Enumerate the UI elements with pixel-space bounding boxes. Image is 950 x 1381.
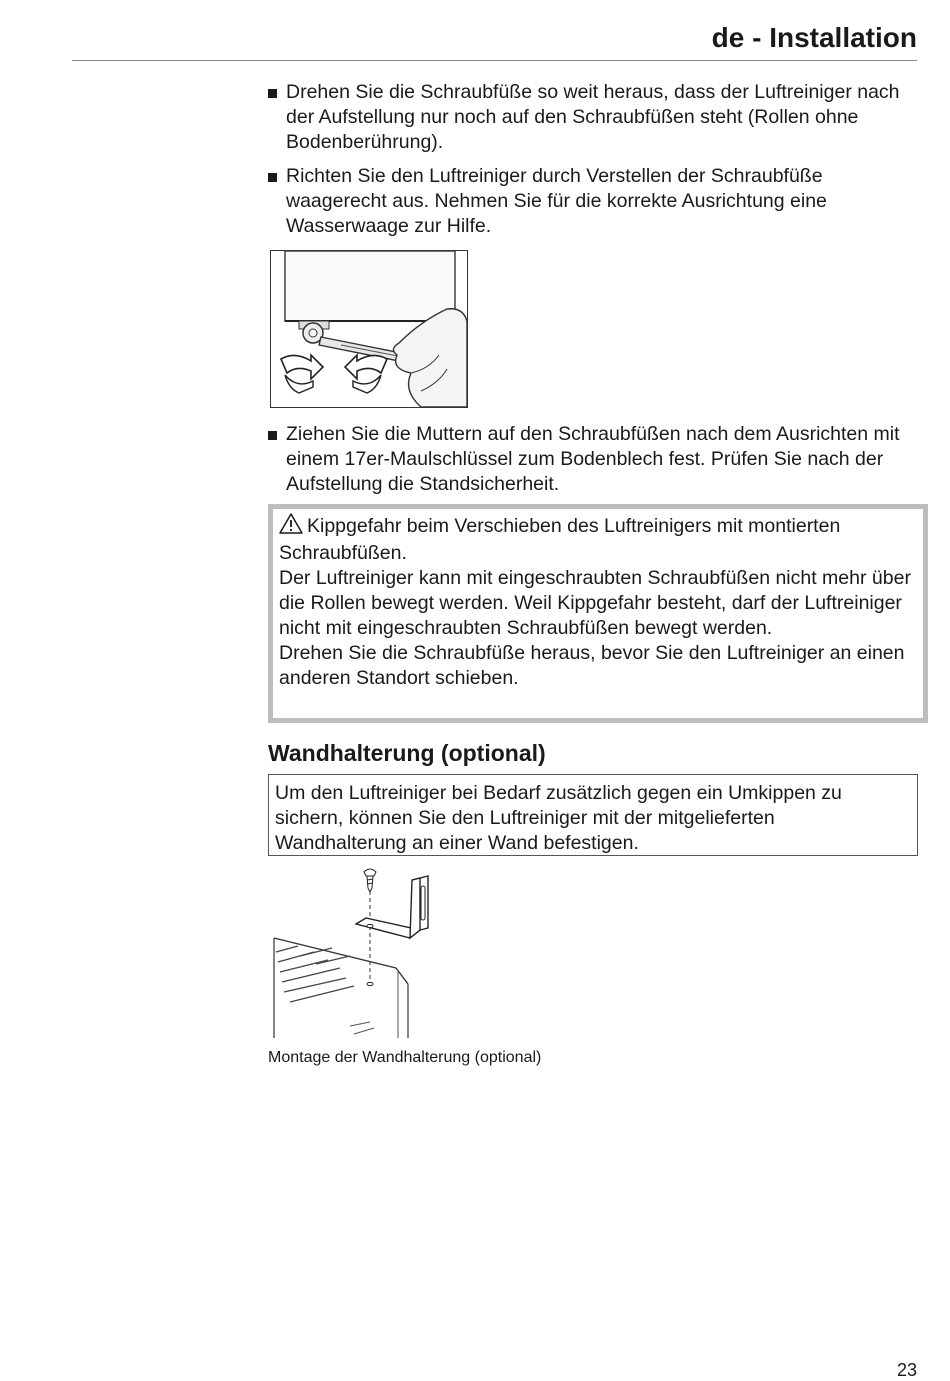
wall-bracket-illustration: [270, 866, 430, 1038]
bullet-square-icon: [268, 89, 277, 98]
figure-caption: Montage der Wandhalterung (optional): [268, 1049, 542, 1066]
wrench-illustration: [270, 250, 468, 408]
page-header-title: de - Installation: [711, 22, 917, 53]
instruction-bullet: [268, 422, 916, 497]
bullet-square-icon: [268, 431, 277, 440]
section-heading: Wandhalterung (optional): [268, 740, 546, 766]
warning-title: Kippgefahr beim Verschieben des Luftreinigers mit montierten Schraubfüßen.: [279, 515, 841, 564]
warning-title-line: [279, 513, 917, 566]
instruction-text: Ziehen Sie die Muttern auf den Schraubfüßen nach dem Ausrichten mit einem 17er-Maulschlüssel zum Bodenblech fest. Prüfen Sie nach der Aufstellung die Standsicherheit.: [286, 423, 900, 495]
warning-box: [268, 504, 928, 723]
warning-instruction: Drehen Sie die Schraubfüße heraus, bevor Sie den Luftreiniger an einen anderen Standort schieben.: [279, 642, 905, 689]
instruction-bullet: [268, 164, 916, 239]
warning-body: Der Luftreiniger kann mit eingeschraubten Schraubfüßen nicht mehr über die Rollen bewegt werden. Weil Kippgefahr besteht, darf der Luftreiniger nicht mit eingeschraubten Schraubfüßen bewegt werden.: [279, 567, 911, 639]
header-divider: [72, 60, 917, 61]
instruction-bullet: [268, 80, 916, 155]
warning-triangle-icon: [279, 513, 303, 541]
bullet-square-icon: [268, 173, 277, 182]
page-number: 23: [896, 1360, 917, 1380]
info-box: Um den Luftreiniger bei Bedarf zusätzlich gegen ein Umkippen zu sichern, können Sie den Luftreiniger mit der mitgelieferten Wandhalterung an einer Wand befestigen.: [268, 774, 918, 856]
instruction-text: Richten Sie den Luftreiniger durch Verstellen der Schraubfüße waagerecht aus. Nehmen Sie für die korrekte Ausrichtung eine Wasserwaage zur Hilfe.: [286, 165, 827, 237]
instruction-text: Drehen Sie die Schraubfüße so weit heraus, dass der Luftreiniger nach der Aufstellung nur noch auf den Schraubfüßen steht (Rollen ohne Bodenberührung).: [286, 81, 900, 153]
